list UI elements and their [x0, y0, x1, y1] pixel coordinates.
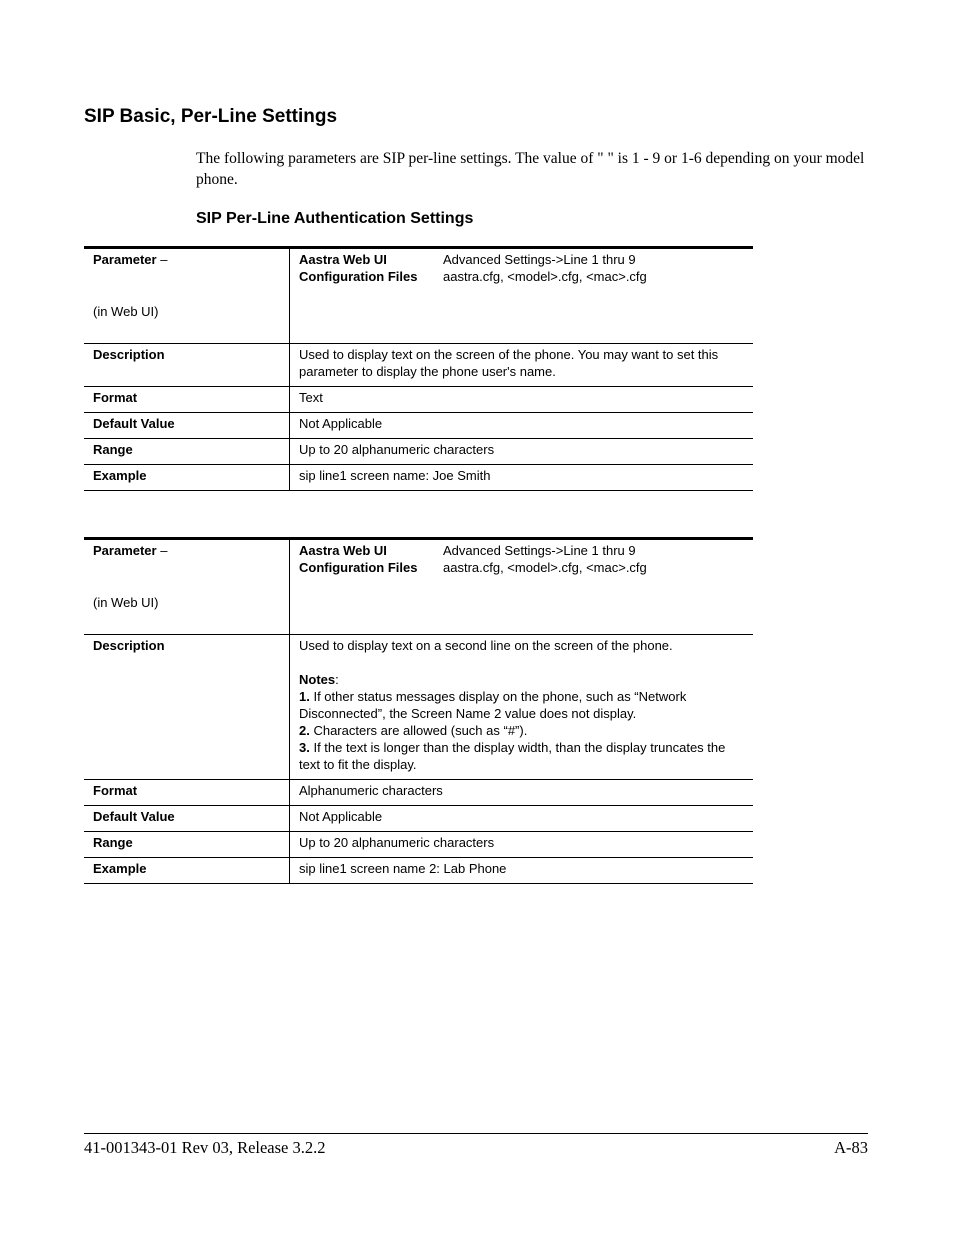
description-label: Description — [84, 635, 290, 780]
parameter-label-cell — [84, 248, 290, 344]
description-value: Used to display text on a second line on the screen of the phone. — [299, 638, 673, 653]
table-row-default-value — [84, 413, 753, 439]
source-value: aastra.cfg, <model>.cfg, <mac>.cfg — [443, 269, 647, 284]
description-value: Used to display text on the screen of the phone. You may want to set this parameter to display the phone user's name. — [290, 344, 754, 387]
notes-colon: : — [335, 672, 339, 687]
format-value: Alphanumeric characters — [290, 780, 754, 806]
source-key: Configuration Files — [299, 560, 418, 575]
source-value: aastra.cfg, <model>.cfg, <mac>.cfg — [443, 560, 647, 575]
table-row-example — [84, 465, 753, 491]
source-row-config-files — [299, 559, 745, 576]
range-value: Up to 20 alphanumeric characters — [290, 439, 754, 465]
source-row-config-files — [299, 268, 745, 285]
table-row-description — [84, 344, 753, 387]
range-label: Range — [84, 439, 290, 465]
format-label: Format — [84, 780, 290, 806]
note-item — [299, 722, 745, 739]
footer-divider — [84, 1133, 868, 1134]
note-item — [299, 688, 745, 722]
source-value: Advanced Settings->Line 1 thru 9 — [443, 543, 636, 558]
table-row-parameter — [84, 248, 753, 344]
web-ui-note: (in Web UI) — [93, 595, 159, 610]
parameter-table-screen-name — [84, 246, 753, 491]
parameter-label-cell — [84, 539, 290, 635]
table-row-format — [84, 387, 753, 413]
example-value: sip line1 screen name 2: Lab Phone — [290, 858, 754, 884]
table-row-example — [84, 858, 753, 884]
section-title: SIP Basic, Per-Line Settings — [84, 106, 338, 127]
default-value: Not Applicable — [290, 413, 754, 439]
parameter-label: Parameter — [93, 252, 157, 267]
notes-title: Notes — [299, 672, 336, 687]
range-value: Up to 20 alphanumeric characters — [290, 832, 754, 858]
note-text: If the text is longer than the display width, than the display truncates the text to fit the display. — [299, 740, 726, 772]
source-row-web-ui — [299, 251, 745, 268]
table-row-description — [84, 635, 753, 780]
example-label: Example — [84, 858, 290, 884]
example-value: sip line1 screen name: Joe Smith — [290, 465, 754, 491]
example-label: Example — [84, 465, 290, 491]
footer-page-number: A-83 — [834, 1138, 868, 1157]
parameter-label: Parameter — [93, 543, 157, 558]
default-value-label: Default Value — [84, 806, 290, 832]
note-text: If other status messages display on the phone, such as “Network Disconnected”, the Screen Name 2 value does not display. — [299, 689, 687, 721]
parameter-sources-cell — [290, 539, 754, 635]
source-row-web-ui — [299, 542, 745, 559]
footer-document-id: 41-001343-01 Rev 03, Release 3.2.2 — [84, 1138, 326, 1157]
parameter-sources-cell — [290, 248, 754, 344]
format-label: Format — [84, 387, 290, 413]
note-item — [299, 739, 745, 773]
parameter-table-screen-name-2 — [84, 537, 753, 884]
range-label: Range — [84, 832, 290, 858]
format-value: Text — [290, 387, 754, 413]
default-value-label: Default Value — [84, 413, 290, 439]
table-row-range — [84, 832, 753, 858]
parameter-dash: – — [156, 543, 168, 558]
subsection-title: SIP Per-Line Authentication Settings — [196, 210, 474, 227]
source-key: Configuration Files — [299, 269, 418, 284]
note-number: 2. — [299, 723, 310, 738]
note-number: 1. — [299, 689, 310, 704]
parameter-dash: – — [156, 252, 168, 267]
table-row-default-value — [84, 806, 753, 832]
table-row-format — [84, 780, 753, 806]
notes-heading — [299, 671, 745, 688]
table-row-range — [84, 439, 753, 465]
default-value: Not Applicable — [290, 806, 754, 832]
source-value: Advanced Settings->Line 1 thru 9 — [443, 252, 636, 267]
note-text: Characters are allowed (such as “#”). — [309, 723, 528, 738]
description-cell — [290, 635, 754, 780]
source-key: Aastra Web UI — [299, 543, 387, 558]
description-label: Description — [84, 344, 290, 387]
table-row-parameter — [84, 539, 753, 635]
intro-paragraph: The following parameters are SIP per-line settings. The value of " " is 1 - 9 or 1-6 depending on your model phone. — [196, 150, 865, 188]
note-number: 3. — [299, 740, 310, 755]
web-ui-note: (in Web UI) — [93, 304, 159, 319]
source-key: Aastra Web UI — [299, 252, 387, 267]
